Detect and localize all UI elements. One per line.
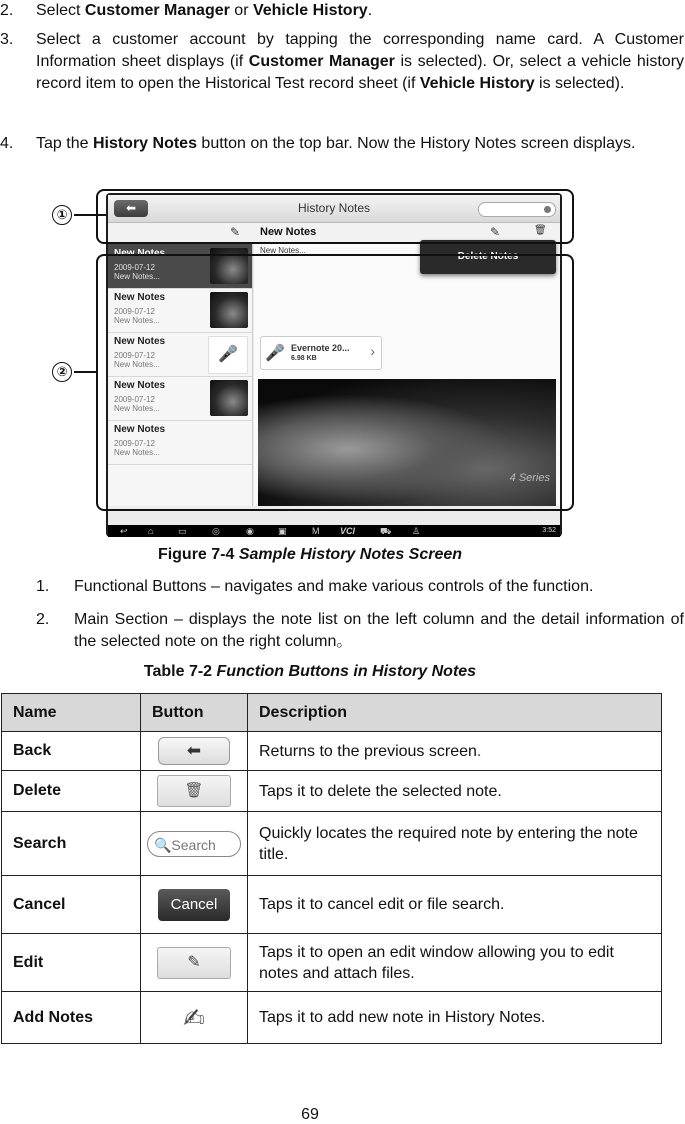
detail-title: New Notes xyxy=(260,226,317,238)
status-clock: 3:52 xyxy=(542,527,556,534)
step-text: Select Customer Manager or Vehicle History. xyxy=(36,2,373,19)
row-description: Taps it to add new note in History Notes. xyxy=(248,992,662,1044)
delete-icon[interactable]: 🗑 xyxy=(534,225,547,236)
row-button xyxy=(141,732,248,771)
nav-back-icon[interactable]: ↩ xyxy=(120,526,128,536)
cancel-button-image: Cancel xyxy=(158,889,230,921)
table-caption: Table 7-2 Function Buttons in History Notes xyxy=(143,663,477,680)
row-description: Taps it to open an edit window allowing you to edit notes and attach files. xyxy=(248,934,662,992)
table-row xyxy=(2,876,662,934)
row-name: Add Notes xyxy=(2,992,141,1044)
callout-2-line xyxy=(74,371,96,373)
callout-1-frame xyxy=(96,189,574,244)
row-name: Search xyxy=(2,812,141,876)
row-name: Delete xyxy=(2,771,141,812)
header-name: Name xyxy=(2,694,141,732)
row-name: Cancel xyxy=(2,876,141,934)
row-button xyxy=(141,771,248,812)
detail-text: New Notes... xyxy=(260,246,306,255)
legend-text: Main Section – displays the note list on the left column and the detail information of the selected note on the right column。 xyxy=(74,611,684,650)
table-row xyxy=(2,771,662,812)
header-description: Description xyxy=(248,694,662,732)
step-text: Tap the History Notes button on the top bar. Now the History Notes screen displays. xyxy=(36,135,636,152)
row-button xyxy=(141,934,248,992)
nav-maxifix-icon[interactable]: M xyxy=(312,526,320,536)
note-meta: 2009-07-12 New Notes... xyxy=(114,263,160,281)
step-number: 3. xyxy=(0,31,14,48)
note-title: New Notes xyxy=(114,336,166,347)
row-button xyxy=(141,992,248,1044)
note-meta: 2009-07-12 New Notes... xyxy=(114,307,160,325)
back-arrow-icon: ⬅ xyxy=(158,737,230,765)
figure-caption: Figure 7-4 Sample History Notes Screen xyxy=(157,546,463,563)
row-button xyxy=(141,876,248,934)
add-note-icon[interactable]: ✎ xyxy=(230,225,241,239)
row-name: Edit xyxy=(2,934,141,992)
attachment-size: 6.98 KB xyxy=(291,355,317,362)
table-row xyxy=(2,812,662,876)
car-badge: 4 Series xyxy=(509,472,550,484)
row-description: Taps it to delete the selected note. xyxy=(248,771,662,812)
note-meta: 2009-07-12 New Notes... xyxy=(114,395,160,413)
table-header-row xyxy=(2,694,662,732)
note-meta: 2009-07-12 New Notes... xyxy=(114,439,160,457)
row-description: Quickly locates the required note by entering the note title. xyxy=(248,812,662,876)
callout-2: ② xyxy=(52,362,72,382)
microphone-icon: 🎤 xyxy=(208,336,248,374)
nav-screen-icon[interactable]: ▣ xyxy=(278,526,287,536)
note-meta: 2009-07-12 New Notes... xyxy=(114,351,160,369)
nav-camera-icon[interactable]: ◉ xyxy=(246,526,254,536)
legend-number: 2. xyxy=(36,611,50,628)
legend-text: Functional Buttons – navigates and make various controls of the function. xyxy=(74,578,594,595)
step-text: Select a customer account by tapping the corresponding name card. A Customer Information sheet displays (if Customer Manager is selected). Or, select a vehicle history record item to open the Historical Test record sheet (if Vehicle History is selected). xyxy=(36,31,685,92)
nav-browser-icon[interactable]: ◎ xyxy=(212,526,220,536)
table-row xyxy=(2,934,662,992)
callout-2-frame xyxy=(96,254,574,511)
table-row xyxy=(2,732,662,771)
edit-icon: ✎ xyxy=(157,947,231,979)
nav-vci-icon[interactable]: VCI xyxy=(340,526,356,536)
system-navbar xyxy=(108,525,560,537)
history-notes-figure xyxy=(40,187,580,537)
note-title: New Notes xyxy=(114,248,166,259)
edit-icon[interactable]: ✎ xyxy=(490,225,501,239)
row-button xyxy=(141,812,248,876)
microphone-icon: 🎤 xyxy=(265,345,285,362)
red-period: . xyxy=(476,742,482,760)
row-name: Back xyxy=(2,732,141,771)
search-field-icon: 🔍Search xyxy=(147,831,241,857)
page-number: 69 xyxy=(301,1106,319,1123)
table-row xyxy=(2,992,662,1044)
nav-user-icon[interactable]: ♙ xyxy=(412,526,421,536)
step-number: 2. xyxy=(0,2,14,19)
callout-1: ① xyxy=(52,205,72,225)
chevron-right-icon: › xyxy=(370,343,375,359)
step-number: 4. xyxy=(0,135,14,152)
note-title: New Notes xyxy=(114,380,166,391)
nav-home-icon[interactable]: ⌂ xyxy=(148,526,154,536)
back-button[interactable]: ⬅ xyxy=(114,200,148,217)
function-buttons-table xyxy=(1,693,662,1044)
screen-title: History Notes xyxy=(297,201,371,215)
note-title: New Notes xyxy=(114,292,166,303)
legend-number: 1. xyxy=(36,578,50,595)
nav-recent-icon[interactable]: ▭ xyxy=(178,526,187,536)
row-description: Taps it to cancel edit or file search. xyxy=(248,876,662,934)
attachment-name: Evernote 20... xyxy=(291,343,350,353)
delete-notes-label: Delete Notes xyxy=(457,251,519,262)
trash-icon: 🗑 xyxy=(157,775,231,807)
add-note-icon: ✍ xyxy=(183,1002,205,1033)
row-description: Returns to the previous screen. xyxy=(248,732,662,771)
nav-car-icon[interactable]: ⛟ xyxy=(380,526,392,536)
header-button: Button xyxy=(141,694,248,732)
note-title: New Notes xyxy=(114,424,166,435)
